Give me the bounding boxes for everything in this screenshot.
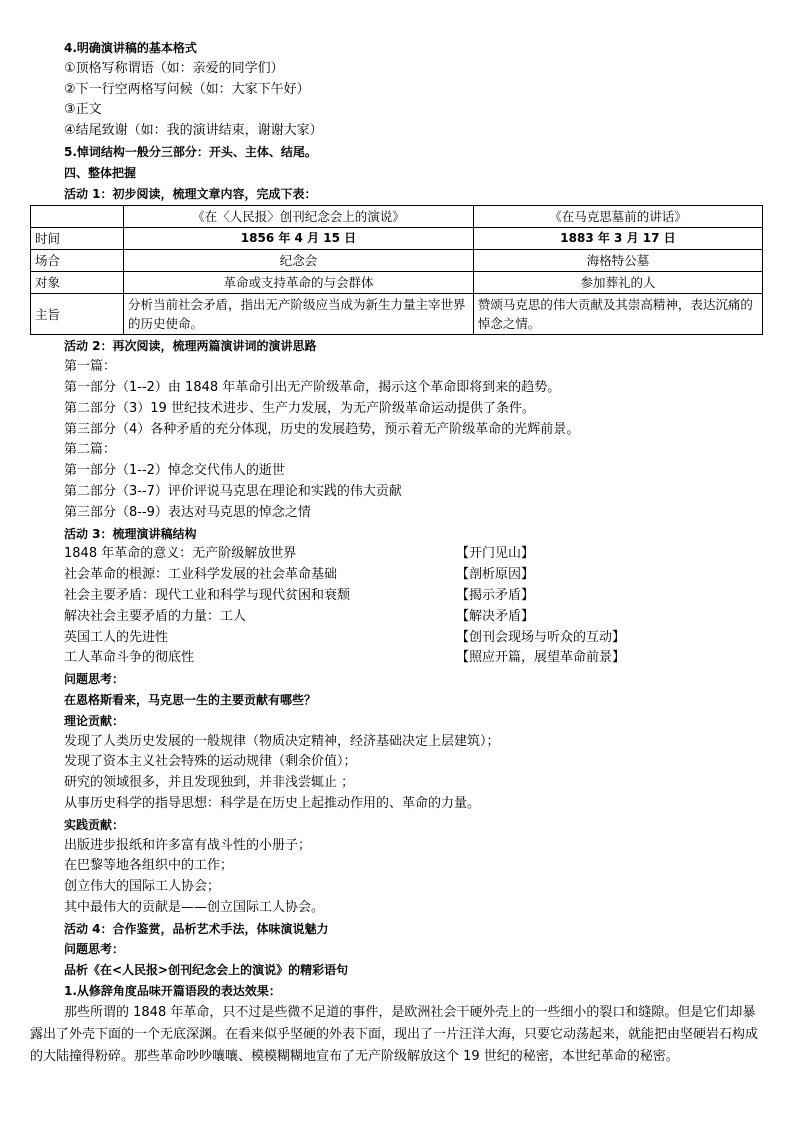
row-label: 场合	[31, 250, 124, 272]
part-label: 第二篇：	[64, 442, 117, 458]
activity4-title: 活动 4：合作鉴赏，品析艺术手法，体味演说魅力	[64, 921, 329, 936]
comparison-table	[30, 205, 763, 335]
structure-row	[64, 544, 764, 565]
table-header-row	[31, 206, 763, 228]
section-title: 四、整体把握	[64, 165, 137, 180]
structure-right: 【开门见山】	[456, 546, 535, 562]
activity2-title: 活动 2：再次阅读，梳理两篇演讲词的演讲思路	[64, 339, 317, 354]
activity1-title: 活动 1：初步阅读，梳理文章内容，完成下表：	[64, 186, 317, 201]
structure-right: 【创刊会现场与听众的互动】	[456, 629, 626, 645]
structure-right: 【揭示矛盾】	[456, 587, 535, 603]
table-corner-cell	[31, 206, 124, 228]
structure-row	[64, 586, 764, 607]
table-cell: 海格特公墓	[473, 250, 762, 272]
outline-item: 第一部分（1--2）悼念交代伟人的逝世	[64, 463, 285, 479]
table-header-cell: 《在〈人民报〉创刊纪念会上的演说》	[124, 206, 474, 228]
format-heading: 4.明确演讲稿的基本格式	[64, 41, 197, 55]
theory-heading: 理论贡献：	[64, 713, 125, 728]
outline-item: 第三部分（8--9）表达对马克思的悼念之情	[64, 504, 311, 520]
structure-left: 解决社会主要矛盾的力量：工人	[64, 608, 247, 624]
question-text: 在恩格斯看来，马克思一生的主要贡献有哪些？	[64, 692, 317, 707]
table-row	[31, 228, 763, 250]
activity3-title: 活动 3：梳理演讲稿结构	[64, 526, 197, 541]
table-cell: 1856 年 4 月 15 日	[124, 228, 474, 250]
document-page	[30, 38, 764, 1068]
table-header-cell: 《在马克思墓前的讲话》	[473, 206, 762, 228]
practice-item: 其中最伟大的贡献是——创立国际工人协会。	[64, 899, 325, 915]
theory-item: 从事历史科学的指导思想：科学是在历史上起推动作用的、革命的力量。	[64, 795, 481, 811]
table-cell: 赞颂马克思的伟大贡献及其崇高精神，表达沉痛的悼念之情。	[473, 294, 762, 335]
structure-left: 社会主要矛盾：现代工业和科学与现代贫困和衰颓	[64, 587, 351, 603]
structure-left: 英国工人的先进性	[64, 629, 169, 645]
row-label: 对象	[31, 272, 124, 294]
table-cell: 参加葬礼的人	[473, 272, 762, 294]
outline-item: 第二部分（3）19 世纪技术进步、生产力发展，为无产阶级革命运动提供了条件。	[64, 400, 535, 416]
format-item: ③正文	[64, 102, 102, 118]
format-item: ①顶格写称谓语（如：亲爱的同学们）	[64, 60, 284, 76]
structure-left: 社会革命的根源：工业科学发展的社会革命基础	[64, 567, 338, 583]
structure-left: 工人革命斗争的彻底性	[64, 650, 195, 666]
practice-heading: 实践贡献：	[64, 817, 125, 832]
structure-left: 1848 年革命的意义：无产阶级解放世界	[64, 546, 297, 562]
structure-row	[64, 607, 764, 628]
row-label: 主旨	[31, 294, 124, 335]
practice-item: 在巴黎等地各组织中的工作；	[64, 858, 234, 874]
theory-item: 发现了资本主义社会特殊的运动规律（剩余价值）；	[64, 754, 357, 770]
task-text: 品析《在<人民报>创刊纪念会上的演说》的精彩语句	[64, 963, 349, 978]
table-row	[31, 250, 763, 272]
structure-note: 5.悼词结构一般分三部分：开头、主体、结尾。	[64, 144, 317, 159]
structure-right: 【剖析原因】	[456, 567, 535, 583]
table-cell: 革命或支持革命的与会群体	[124, 272, 474, 294]
quoted-paragraph: 那些所谓的 1848 年革命，只不过是些微不足道的事件，是欧洲社会干硬外壳上的一些细小的裂口和缝隙。但是它们却暴露出了外壳下面的一个无底深渊。在看来似乎坚硬的外表下面，现出了一片汪洋大海，只要它动荡起来，就能把由坚硬岩石构成的大陆撞得粉碎。那些革命吵吵嚷嚷、模模糊糊地宣布了无产阶级解放这个 19 世纪的秘密，本世纪革命的秘密。	[30, 1004, 759, 1064]
question-heading: 问题思考：	[64, 942, 125, 957]
theory-item: 研究的领域很多，并且发现独到，并非浅尝辄止 ；	[64, 775, 355, 791]
sub-heading: 1.从修辞角度品味开篇语段的表达效果：	[64, 984, 281, 999]
outline-item: 第三部分（4）各种矛盾的充分体现，历史的发展趋势，预示着无产阶级革命的光辉前景。	[64, 421, 580, 437]
question-heading: 问题思考：	[64, 672, 125, 687]
table-cell: 纪念会	[124, 250, 474, 272]
structure-row	[64, 648, 764, 669]
structure-right: 【解决矛盾】	[456, 608, 535, 624]
structure-right: 【照应开篇，展望革命前景】	[456, 650, 626, 666]
structure-row	[64, 565, 764, 586]
row-label: 时间	[31, 228, 124, 250]
part-label: 第一篇：	[64, 359, 117, 375]
table-row	[31, 272, 763, 294]
outline-item: 第一部分（1--2）由 1848 年革命引出无产阶级革命，揭示这个革命即将到来的趋势。	[64, 379, 561, 395]
outline-item: 第二部分（3--7）评价评说马克思在理论和实践的伟大贡献	[64, 483, 402, 499]
format-item: ④结尾致谢（如：我的演讲结束，谢谢大家）	[64, 123, 323, 139]
table-cell: 分析当前社会矛盾，指出无产阶级应当成为新生力量主宰世界的历史使命。	[124, 294, 474, 335]
practice-item: 出版进步报纸和许多富有战斗性的小册子；	[64, 837, 312, 853]
table-cell: 1883 年 3 月 17 日	[473, 228, 762, 250]
format-item: ②下一行空两格写问候（如：大家下午好）	[64, 81, 310, 97]
structure-row	[64, 628, 764, 649]
theory-item: 发现了人类历史发展的一般规律（物质决定精神，经济基础决定上层建筑）；	[64, 733, 500, 749]
practice-item: 创立伟大的国际工人协会；	[64, 879, 221, 895]
table-row	[31, 294, 763, 335]
